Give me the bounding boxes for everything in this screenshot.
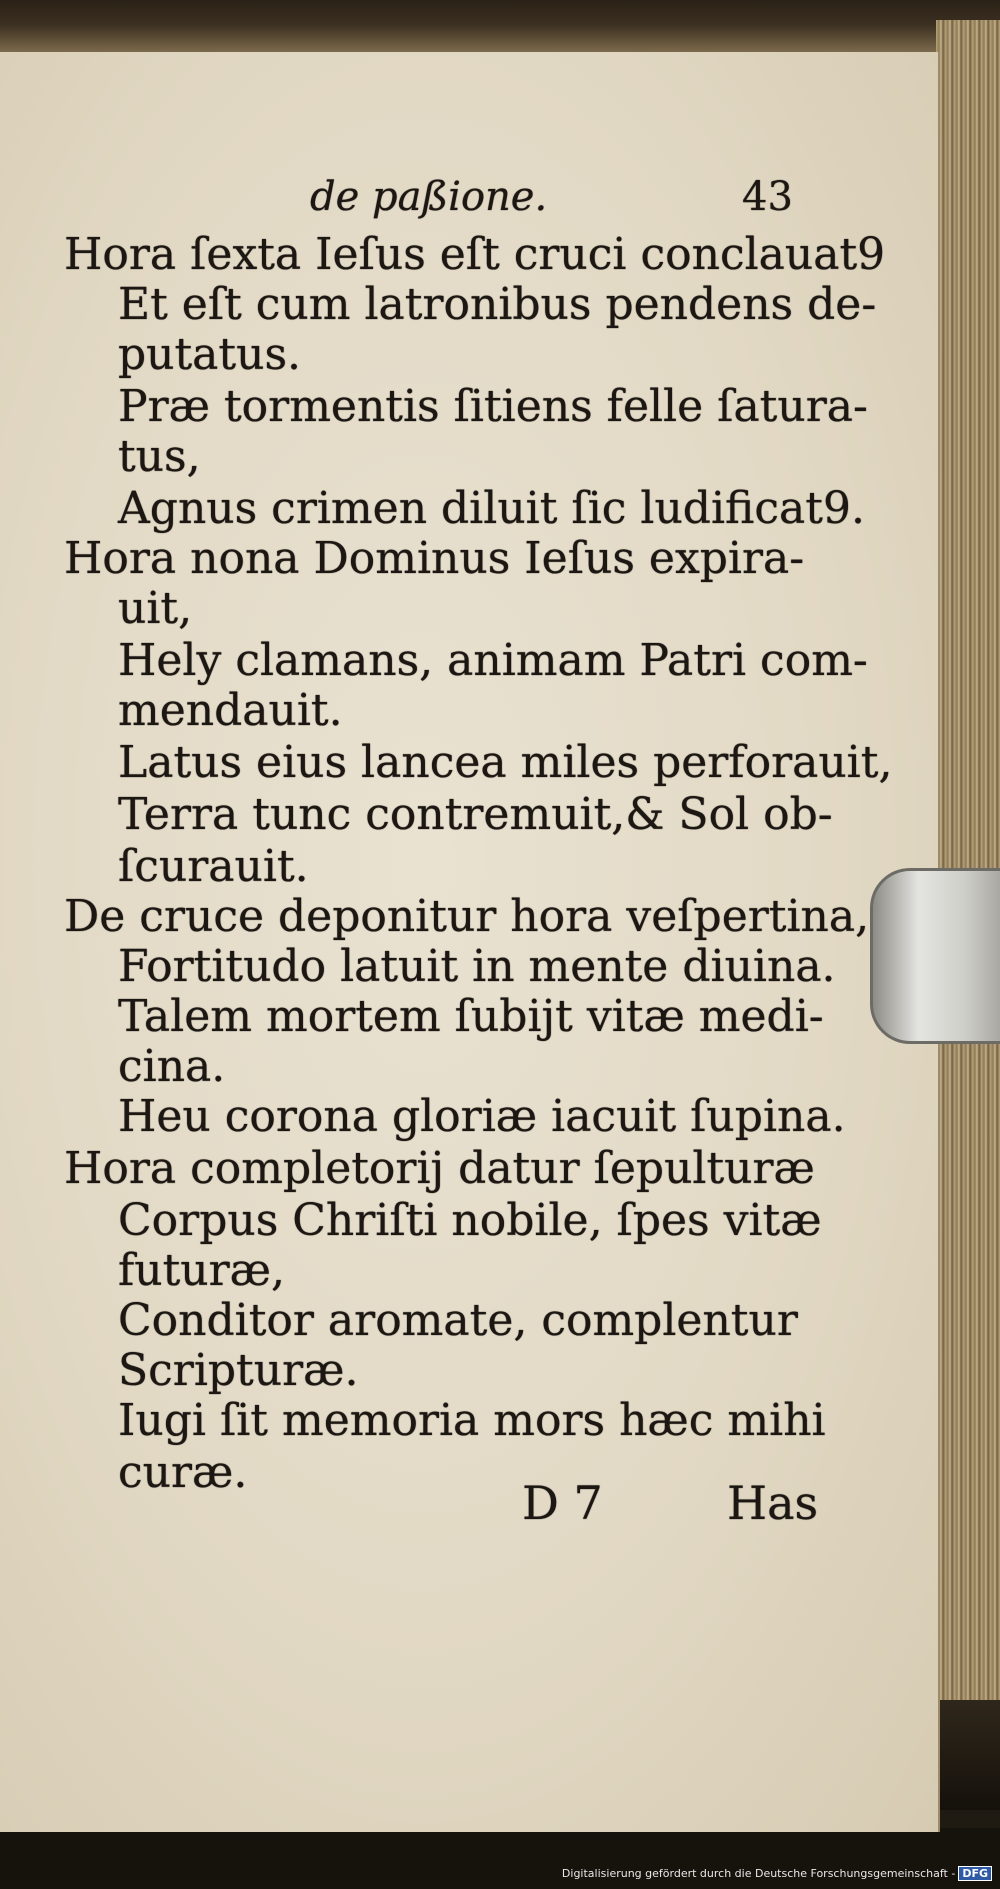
book-page (0, 52, 940, 1832)
text-line: Agnus crimen diluit ſic ludificat9. (118, 483, 865, 534)
page-text-block (0, 52, 938, 1832)
text-line: Hora completorij datur ſepulturæ (64, 1143, 815, 1194)
text-line: ſcurauit. (118, 841, 309, 892)
text-line: Conditor aromate, complentur (118, 1295, 798, 1346)
text-line: Talem mortem ſubijt vitæ medi- (118, 991, 824, 1042)
text-line: futuræ, (118, 1245, 286, 1296)
text-line: Heu corona gloriæ iacuit ſupina. (118, 1091, 846, 1142)
text-line: Latus eius lancea miles perforauit, (118, 737, 893, 788)
digitization-credit (562, 1866, 992, 1881)
text-line: Hely clamans, animam Patri com- (118, 635, 868, 686)
text-line: Iugi ſit memoria mors hæc mihi (118, 1395, 826, 1446)
text-line: Corpus Chriſti nobile, ſpes vitæ (118, 1195, 822, 1246)
text-line: Hora nona Dominus Ieſus expira- (64, 533, 805, 584)
text-line: mendauit. (118, 685, 343, 736)
text-line: cina. (118, 1041, 226, 1092)
text-line: De cruce deponitur hora veſpertina, (64, 891, 870, 942)
page-number: 43 (742, 174, 793, 220)
dfg-logo: DFG (958, 1866, 992, 1881)
running-head: de paßione. (310, 174, 548, 220)
text-line: uit, (118, 583, 193, 634)
page-clip (870, 868, 1000, 1044)
book-top-edge (0, 0, 1000, 60)
text-line: Hora ſexta Ieſus eſt cruci conclauat9 (64, 229, 886, 280)
text-line: Fortitudo latuit in mente diuina. (118, 941, 836, 992)
text-line: Scripturæ. (118, 1345, 359, 1396)
text-line: putatus. (118, 329, 302, 380)
text-line: Terra tunc contremuit,& Sol ob- (118, 789, 833, 840)
text-line: Præ tormentis ſitiens felle ſatura- (118, 381, 868, 432)
text-line: tus, (118, 431, 201, 482)
catchword: Has (727, 1476, 819, 1530)
text-line: Et eſt cum latronibus pendens de- (118, 279, 877, 330)
signature-mark: D 7 (522, 1476, 603, 1530)
text-line: curæ. (118, 1447, 248, 1498)
credit-text: Digitalisierung gefördert durch die Deutsche Forschungsgemeinschaft - (561, 1867, 956, 1880)
